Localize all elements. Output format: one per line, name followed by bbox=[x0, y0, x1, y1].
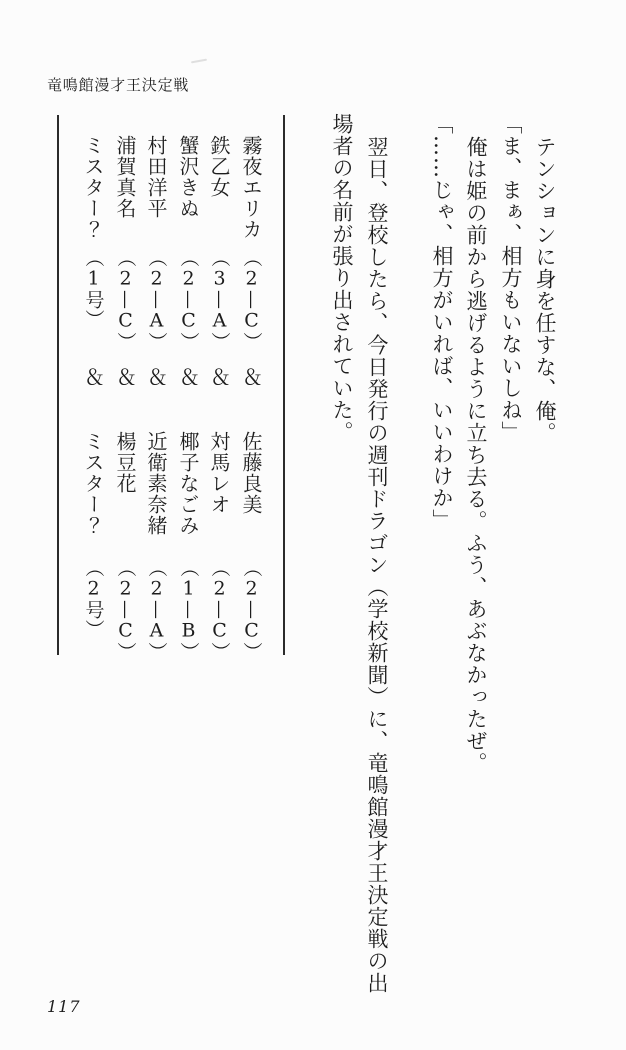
class-dash: — bbox=[177, 600, 200, 620]
prose-line: 「……じゃ、相方がいれば、いいわけか」 bbox=[430, 113, 454, 531]
class-dash: — bbox=[240, 600, 263, 620]
prose-line: 場者の名前が張り出されていた。 bbox=[330, 113, 354, 443]
paren-close: ） bbox=[145, 332, 168, 352]
class-dash: — bbox=[208, 290, 231, 310]
member2-class bbox=[179, 558, 198, 662]
prose-line: 翌日、登校したら、今日発行の週刊ドラゴン（学校新聞）に、竜鳴館漫才王決定戦の出 bbox=[365, 136, 389, 994]
member1-name: 浦賀真名 bbox=[113, 135, 137, 219]
class-letter: C bbox=[114, 619, 137, 642]
class-dash: — bbox=[208, 600, 231, 620]
member1-class bbox=[84, 248, 103, 329]
ampersand: ＆ bbox=[113, 366, 138, 387]
class-dash: — bbox=[240, 290, 263, 310]
prose-line: テンションに身を任すな、俺。 bbox=[533, 136, 557, 444]
paren-close: ） bbox=[145, 642, 168, 662]
class-grade: 2 bbox=[145, 267, 168, 290]
paren-close: ） bbox=[240, 332, 263, 352]
ampersand: ＆ bbox=[176, 366, 201, 387]
member2-class bbox=[210, 558, 229, 662]
class-grade: 2 bbox=[177, 267, 200, 290]
class-dash: — bbox=[177, 290, 200, 310]
class-letter: A bbox=[145, 619, 168, 642]
paren-close: ） bbox=[177, 332, 200, 352]
class-grade: 3 bbox=[208, 267, 231, 290]
class-letter: 号 bbox=[82, 600, 105, 620]
paren-open: （ bbox=[114, 558, 137, 578]
member2-class bbox=[84, 558, 103, 639]
paren-close: ） bbox=[82, 619, 105, 639]
paren-open: （ bbox=[114, 248, 137, 268]
class-letter: A bbox=[208, 309, 231, 332]
class-grade: 2 bbox=[145, 577, 168, 600]
paren-close: ） bbox=[114, 642, 137, 662]
class-dash: — bbox=[145, 600, 168, 620]
prose-line: 「ま、まぁ、相方もいないしね」 bbox=[499, 113, 523, 443]
member1-name: 村田洋平 bbox=[144, 135, 168, 219]
member2-name: 佐藤良美 bbox=[239, 431, 263, 515]
paren-close: ） bbox=[82, 309, 105, 329]
page-number: 117 bbox=[47, 997, 81, 1016]
class-grade: 2 bbox=[208, 577, 231, 600]
class-dash: — bbox=[145, 290, 168, 310]
class-dash: — bbox=[114, 600, 137, 620]
roster-pair-column bbox=[108, 115, 142, 660]
roster-pair-column bbox=[139, 115, 173, 660]
member2-class bbox=[147, 558, 166, 662]
class-grade: 1 bbox=[82, 267, 105, 290]
paren-open: （ bbox=[145, 248, 168, 268]
class-letter: C bbox=[208, 619, 231, 642]
roster-pair-column bbox=[234, 115, 268, 660]
class-letter: B bbox=[177, 619, 200, 642]
class-letter: A bbox=[145, 309, 168, 332]
class-grade: 2 bbox=[114, 577, 137, 600]
member1-class bbox=[147, 248, 166, 352]
roster-pair-column bbox=[202, 115, 236, 660]
roster-pair-column bbox=[171, 115, 205, 660]
class-grade: 2 bbox=[82, 577, 105, 600]
ampersand: ＆ bbox=[144, 366, 169, 387]
class-letter: C bbox=[240, 309, 263, 332]
paren-open: （ bbox=[82, 558, 105, 578]
paren-open: （ bbox=[208, 248, 231, 268]
paren-open: （ bbox=[82, 248, 105, 268]
member2-name: 椰子なごみ bbox=[176, 431, 200, 536]
member1-class bbox=[179, 248, 198, 352]
prose-line: 俺は姫の前から逃げるように立ち去る。ふう、あぶなかったぜ。 bbox=[464, 136, 488, 774]
class-letter: C bbox=[114, 309, 137, 332]
member2-class bbox=[116, 558, 135, 662]
class-dash: — bbox=[114, 290, 137, 310]
paren-open: （ bbox=[208, 558, 231, 578]
member2-name: 近衛素奈緒 bbox=[144, 431, 168, 536]
paren-close: ） bbox=[208, 642, 231, 662]
paren-close: ） bbox=[208, 332, 231, 352]
member2-class bbox=[242, 558, 261, 662]
class-grade: 2 bbox=[240, 577, 263, 600]
paren-open: （ bbox=[240, 558, 263, 578]
ampersand: ＆ bbox=[207, 366, 232, 387]
member2-name: 対馬レオ bbox=[207, 431, 231, 515]
paren-close: ） bbox=[240, 642, 263, 662]
class-letter: C bbox=[177, 309, 200, 332]
roster-pair-column bbox=[76, 115, 110, 660]
member1-name: 蟹沢きぬ bbox=[176, 135, 200, 219]
class-letter: 号 bbox=[82, 290, 105, 310]
paren-open: （ bbox=[177, 248, 200, 268]
roster-left-rule bbox=[57, 115, 59, 655]
paren-open: （ bbox=[177, 558, 200, 578]
roster-right-rule bbox=[283, 115, 285, 655]
member2-name: 楊豆花 bbox=[113, 431, 137, 494]
member1-class bbox=[242, 248, 261, 352]
class-grade: 2 bbox=[114, 267, 137, 290]
class-grade: 2 bbox=[240, 267, 263, 290]
member1-name: ミスター？ bbox=[81, 135, 105, 240]
member1-class bbox=[116, 248, 135, 352]
ampersand: ＆ bbox=[239, 366, 264, 387]
class-grade: 1 bbox=[177, 577, 200, 600]
ampersand: ＆ bbox=[81, 366, 106, 387]
member2-name: ミスター？ bbox=[81, 431, 105, 536]
member1-name: 霧夜エリカ bbox=[239, 135, 263, 240]
member1-name: 鉄乙女 bbox=[207, 135, 231, 198]
paren-close: ） bbox=[177, 642, 200, 662]
class-letter: C bbox=[240, 619, 263, 642]
paren-open: （ bbox=[145, 558, 168, 578]
scan-artifact bbox=[191, 59, 207, 64]
running-header: 竜鳴館漫才王決定戦 bbox=[47, 76, 190, 94]
member1-class bbox=[210, 248, 229, 352]
paren-open: （ bbox=[240, 248, 263, 268]
paren-close: ） bbox=[114, 332, 137, 352]
